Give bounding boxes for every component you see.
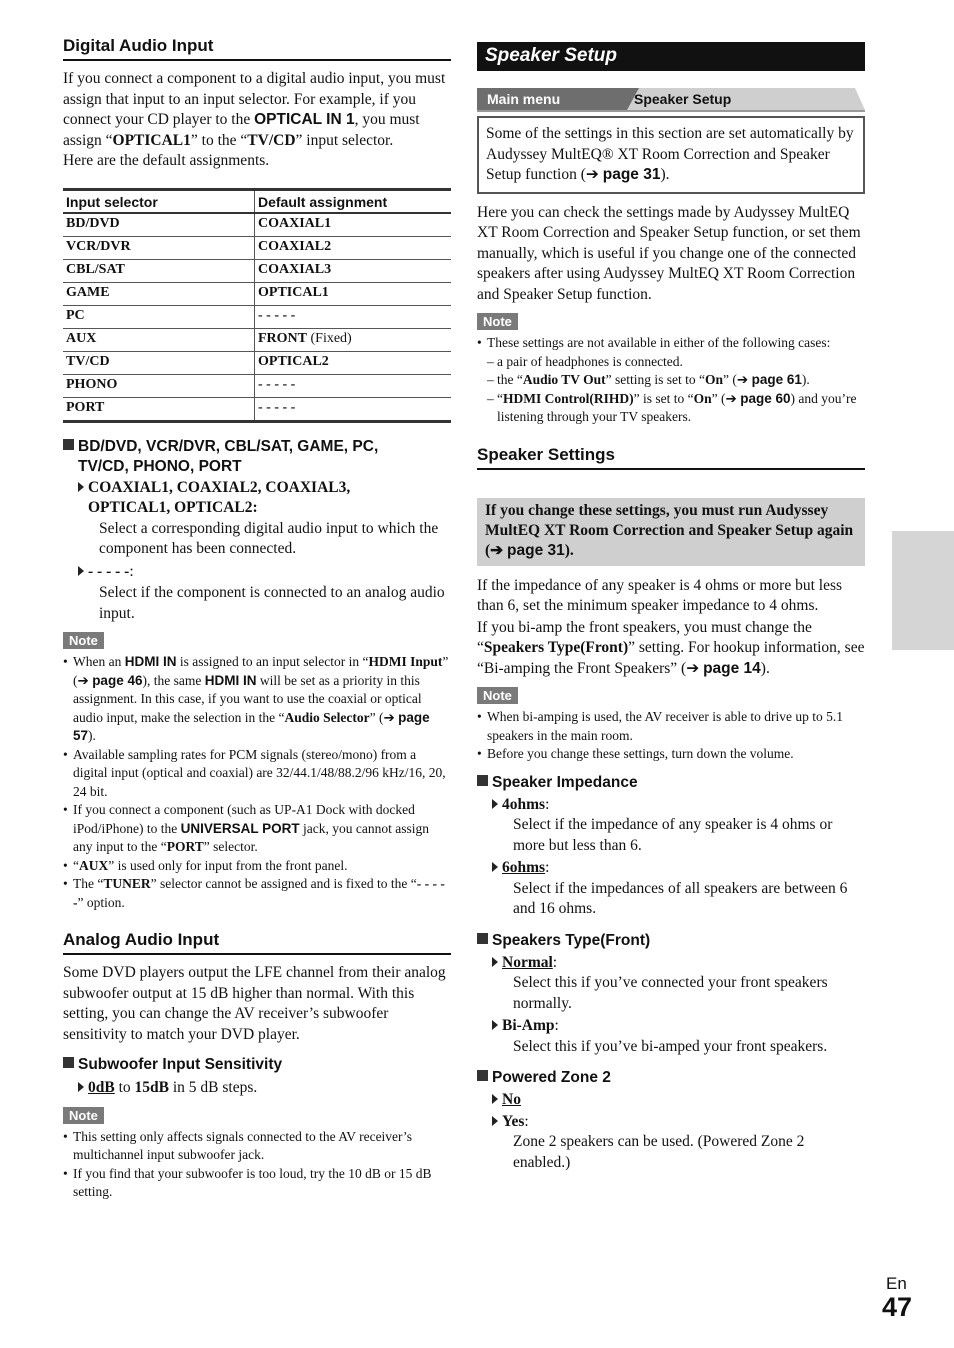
language-label: En (886, 1274, 907, 1293)
digital-audio-input-heading: Digital Audio Input (63, 36, 451, 61)
list-item: • If you find that your subwoofer is too loud, try the 10 dB or 15 dB setting. (63, 1165, 451, 1202)
table-row: PORT - - - - - (63, 397, 451, 421)
table-header-input: Input selector (63, 189, 255, 213)
chapter-side-tab (892, 531, 954, 650)
triangle-arrow-icon (492, 862, 498, 872)
square-bullet-icon (63, 1057, 74, 1068)
list-item: • These settings are not available in either of the following cases: (477, 334, 865, 353)
input-selectors-heading: BD/DVD, VCR/DVR, CBL/SAT, GAME, PC, TV/CD, PHONO, PORT (63, 437, 451, 477)
list-item: – a pair of headphones is connected. (477, 353, 865, 372)
list-item: • The “TUNER” selector cannot be assigned and is fixed to the “- - - - -” option. (63, 875, 451, 912)
left-column (63, 36, 451, 1202)
square-bullet-icon (477, 933, 488, 944)
analog-audio-input-heading: Analog Audio Input (63, 930, 451, 955)
triangle-arrow-icon (492, 1094, 498, 1104)
table-row: BD/DVD COAXIAL1 (63, 213, 451, 237)
list-item: • This setting only affects signals connected to the AV receiver’s multichannel input subwoofer jack. (63, 1128, 451, 1165)
triangle-arrow-icon (78, 1082, 84, 1092)
triangle-arrow-icon (492, 957, 498, 967)
digital-intro: If you connect a component to a digital audio input, you must assign that input to an input selector. For example, if you connect your CD player to the OPTICAL IN 1, you must assign “OPTICAL1” to the “TV/CD” input selector. (63, 70, 446, 149)
option-coaxial-desc: Select a corresponding digital audio input to which the component has been connected. (99, 519, 439, 557)
list-item: • If you connect a component (such as UP-A1 Dock with docked iPod/iPhone) to the UNIVERSAL PORT jack, you cannot assign any input to the “PORT” selector. (63, 801, 451, 857)
table-row: GAME OPTICAL1 (63, 282, 451, 305)
table-row: PHONO - - - - - (63, 374, 451, 397)
menu-path (477, 88, 865, 112)
option-biamp-desc: Select this if you’ve bi-amped your front speakers. (513, 1037, 828, 1055)
option-yes-desc: Zone 2 speakers can be used. (Powered Zone 2 enabled.) (513, 1133, 805, 1171)
option-4ohms: 4ohms: (492, 795, 865, 816)
rerun-warning: If you change these settings, you must run Audyssey MultEQ XT Room Correction and Speaker Setup again (➔ page 31). (477, 498, 865, 566)
option-no: No (492, 1090, 865, 1111)
digital-notes (63, 653, 451, 912)
note-label: Note (63, 1107, 104, 1124)
list-item: – the “Audio TV Out” setting is set to “On” (➔ page 61). (477, 371, 865, 390)
square-bullet-icon (477, 775, 488, 786)
impedance-text: If the impedance of any speaker is 4 ohms or more but less than 6, set the minimum speaker impedance to 4 ohms. (477, 576, 843, 614)
speaker-impedance-heading: Speaker Impedance (477, 773, 865, 793)
list-item: • Before you change these settings, turn down the volume. (477, 745, 865, 764)
list-item: • “AUX” is used only for input from the front panel. (63, 857, 451, 876)
default-assignment-table (63, 188, 451, 423)
triangle-arrow-icon (78, 482, 84, 492)
menu-main-edge (627, 88, 639, 110)
biamp-text: If you bi-amp the front speakers, you must change the “Speakers Type(Front)” setting. For hookup information, see “Bi-amping the Front Speakers” (➔ page 14). (477, 618, 865, 677)
option-none: - - - - -: (78, 562, 451, 583)
list-item: • Available sampling rates for PCM signals (stereo/mono) from a digital input (optical and coaxial) are 32/44.1/48/88.2/96 kHz/16, 20, 24 bit. (63, 746, 451, 802)
subwoofer-sensitivity-heading: Subwoofer Input Sensitivity (63, 1055, 451, 1075)
subwoofer-notes (63, 1128, 451, 1202)
menu-main-item: Main menu (477, 88, 627, 110)
option-4ohms-desc: Select if the impedance of any speaker is 4 ohms or more but less than 6. (513, 816, 833, 854)
auto-settings-box: Some of the settings in this section are set automatically by Audyssey MultEQ® XT Room Correction and Speaker Setup function (➔ page 31). (477, 116, 865, 194)
speaker-setup-title: Speaker Setup (477, 42, 865, 71)
speaker-setup-notes (477, 334, 865, 427)
triangle-arrow-icon (492, 1020, 498, 1030)
table-row: CBL/SAT COAXIAL3 (63, 259, 451, 282)
option-biamp: Bi-Amp: (492, 1016, 865, 1037)
triangle-arrow-icon (492, 799, 498, 809)
menu-sub-item: Speaker Setup (617, 88, 855, 110)
note-label: Note (477, 687, 518, 704)
triangle-arrow-icon (492, 1116, 498, 1126)
speakers-type-heading: Speakers Type(Front) (477, 931, 865, 951)
right-column (477, 42, 865, 1173)
subwoofer-option: 0dB to 15dB in 5 dB steps. (78, 1078, 451, 1099)
note-label: Note (63, 632, 104, 649)
option-6ohms-desc: Select if the impedances of all speakers are between 6 and 16 ohms. (513, 879, 848, 917)
square-bullet-icon (477, 1070, 488, 1081)
table-header-default: Default assignment (255, 189, 452, 213)
square-bullet-icon (63, 439, 74, 450)
list-item: • When bi-amping is used, the AV receiver is able to drive up to 5.1 speakers in the main room. (477, 708, 865, 745)
table-row: VCR/DVR COAXIAL2 (63, 236, 451, 259)
option-normal-desc: Select this if you’ve connected your front speakers normally. (513, 974, 828, 1012)
list-item: • When an HDMI IN is assigned to an input selector in “HDMI Input” (➔ page 46), the same HDMI IN will be set as a priority in this assignment. In this case, if you want to use the coaxial or optical audio input, make the selection in the “Audio Selector” (➔ page 57). (63, 653, 451, 746)
option-coaxial-optical: COAXIAL1, COAXIAL2, COAXIAL3, OPTICAL1, OPTICAL2: (78, 478, 451, 519)
table-row: TV/CD OPTICAL2 (63, 351, 451, 374)
table-row: PC - - - - - (63, 305, 451, 328)
menu-sub-edge (855, 88, 865, 110)
menu-underline (477, 110, 865, 112)
analog-text: Some DVD players output the LFE channel from their analog subwoofer output at 15 dB higher than normal. With this setting, you can change the AV receiver’s subwoofer sensitivity to match your DVD player. (63, 964, 446, 1043)
option-6ohms: 6ohms: (492, 858, 865, 879)
triangle-arrow-icon (78, 566, 84, 576)
speaker-settings-heading: Speaker Settings (477, 445, 865, 470)
note-label: Note (477, 313, 518, 330)
powered-zone2-heading: Powered Zone 2 (477, 1068, 865, 1088)
list-item: – “HDMI Control(RIHD)” is set to “On” (➔ page 60) and you’re listening through your TV speakers. (477, 390, 865, 427)
digital-defaults-text: Here are the default assignments. (63, 152, 270, 169)
biamp-notes (477, 708, 865, 764)
speaker-setup-intro: Here you can check the settings made by Audyssey MultEQ XT Room Correction and Speaker Setup function, or set them manually, which is useful if you change one of the connected speakers after using Audyssey MultEQ XT Room Correction and Speaker Setup function. (477, 203, 861, 303)
table-row: AUX FRONT (Fixed) (63, 328, 451, 351)
option-normal: Normal: (492, 953, 865, 974)
page-number: 47 (882, 1292, 913, 1322)
option-none-desc: Select if the component is connected to an analog audio input. (99, 584, 445, 622)
option-yes: Yes: (492, 1112, 865, 1133)
